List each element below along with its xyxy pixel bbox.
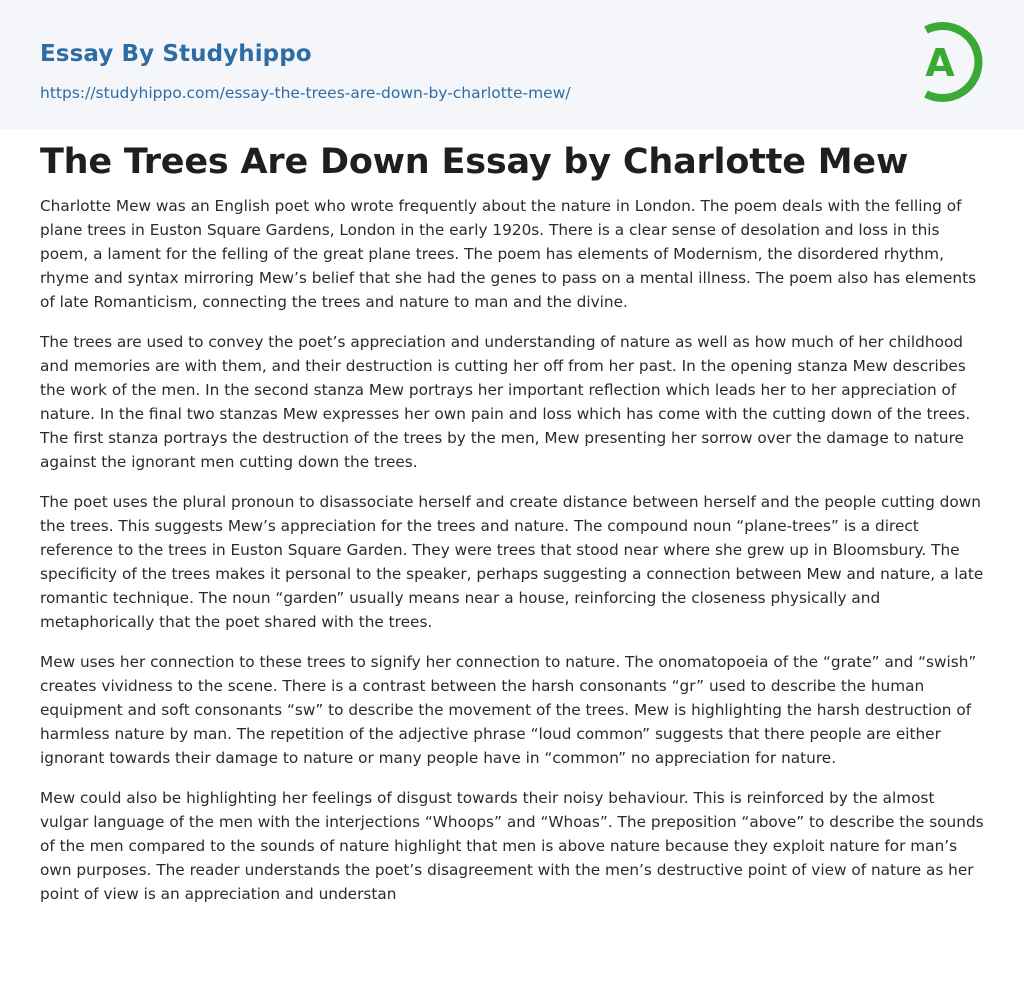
studyhippo-logo-icon[interactable] <box>910 18 988 106</box>
essay-body <box>40 194 984 922</box>
logo-letter: A <box>925 41 955 85</box>
essay-title: The Trees Are Down Essay by Charlotte Mew <box>40 142 909 182</box>
essay-paragraph-2: The trees are used to convey the poet’s appreciation and understanding of nature as well as how much of her childhood and memories are with them, and their destruction is cutting her off from her past. In the opening stanza Mew describes the work of the men. In the second stanza Mew portrays her important reflection which leads her to her appreciation of nature. In the final two stanzas Mew expresses her own pain and loss which has come with the cutting down of the trees. The first stanza portrays the destruction of the trees by the men, Mew presenting her sorrow over the damage to nature against the ignorant men cutting down the trees. <box>40 333 971 471</box>
essay-paragraph-5: Mew could also be highlighting her feelings of disgust towards their noisy behaviour. This is reinforced by the almost vulgar language of the men with the interjections “Whoops” and “Whoas”. The preposition “above” to describe the sounds of the men compared to the sounds of nature highlight that men is above nature because they exploit nature for man’s own purposes. The reader understands the poet’s disagreement with the men’s destructive point of view of nature as her point of view is an appreciation and understan <box>40 789 984 903</box>
essay-url-link[interactable]: https://studyhippo.com/essay-the-trees-are-down-by-charlotte-mew/ <box>40 84 571 102</box>
site-header <box>0 0 1024 129</box>
essay-paragraph-3: The poet uses the plural pronoun to disassociate herself and create distance between herself and the people cutting down the trees. This suggests Mew’s appreciation for the trees and nature. The compound noun “plane-trees” is a direct reference to the trees in Euston Square Garden. They were trees that stood near where she grew up in Bloomsbury. The specificity of the trees makes it personal to the speaker, perhaps suggesting a connection between Mew and nature, a late romantic technique. The noun “garden” usually means near a house, reinforcing the closeness physically and metaphorically that the poet shared with the trees. <box>40 493 984 631</box>
essay-paragraph-1: Charlotte Mew was an English poet who wrote frequently about the nature in London. The poem deals with the felling of plane trees in Euston Square Gardens, London in the early 1920s. There is a clear sense of desolation and loss in this poem, a lament for the felling of the great plane trees. The poem has elements of Modernism, the disordered rhythm, rhyme and syntax mirroring Mew’s belief that she had the genes to pass on a mental illness. The poem also has elements of late Romanticism, connecting the trees and nature to man and the divine. <box>40 197 977 311</box>
site-brand[interactable]: Essay By Studyhippo <box>40 41 312 67</box>
essay-paragraph-4: Mew uses her connection to these trees to signify her connection to nature. The onomatopoeia of the “grate” and “swish” creates vividness to the scene. There is a contrast between the harsh consonants “gr” used to describe the human equipment and soft consonants “sw” to describe the movement of the trees. Mew is highlighting the harsh destruction of harmless nature by man. The repetition of the adjective phrase “loud common” suggests that there people are either ignorant towards their damage to nature or many people have in “common” no appreciation for nature. <box>40 653 977 767</box>
